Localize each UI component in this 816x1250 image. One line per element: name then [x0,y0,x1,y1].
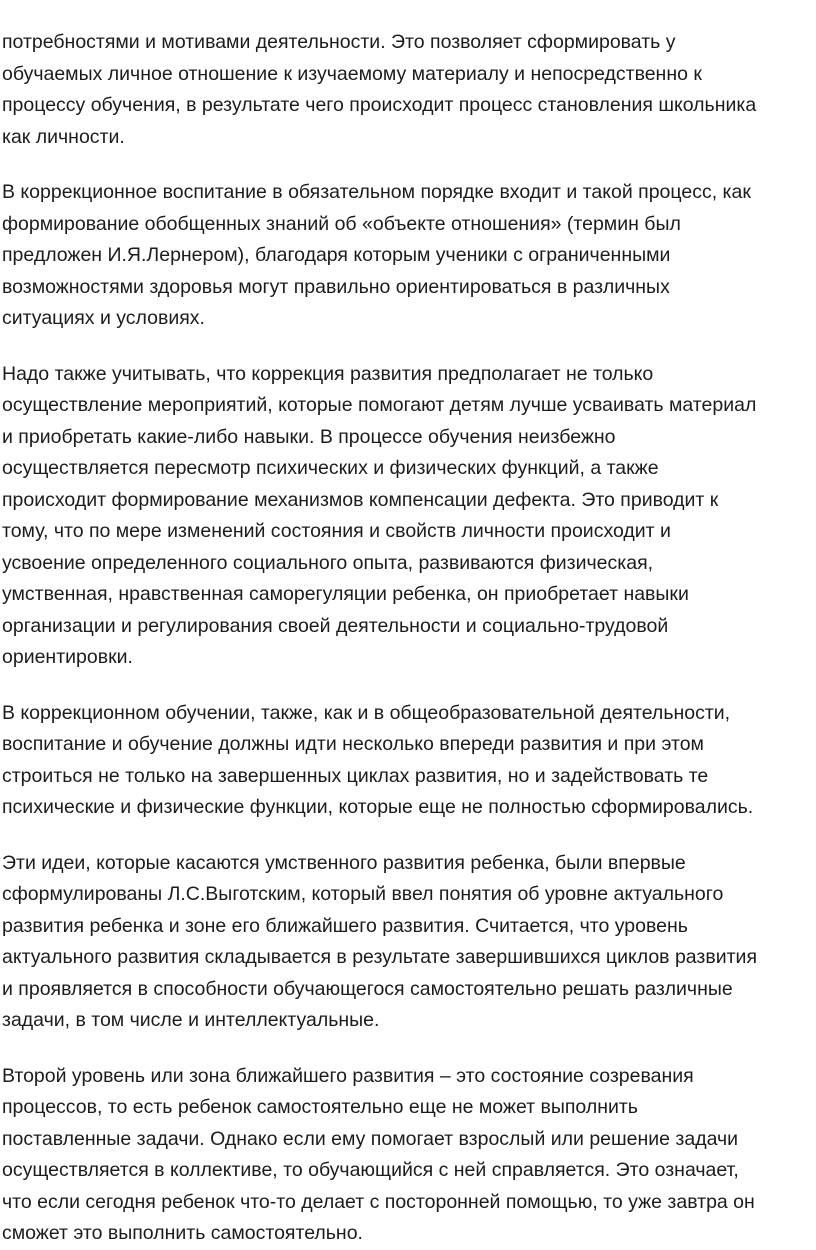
text-line: происходит формирование механизмов компенсации дефекта. Это приводит к [2,488,719,511]
text-line: поставленные задачи. Однако если ему помогает взрослый или решение задачи [2,1127,739,1150]
paragraph-5 [2,848,816,1037]
text-line: развития ребенка и зоне его ближайшего развития. Считается, что уровень [2,914,688,937]
text-line: усвоение определенного социального опыта, развиваются физическая, [2,551,654,574]
text-line: формирование обобщенных знаний об «объекте отношения» (термин был [2,212,681,235]
text-line: и проявляется в способности обучающегося самостоятельно решать различные [2,977,733,1000]
text-line: предложен И.Я.Лернером), благодаря которым ученики с ограниченными [2,244,671,266]
text-line: ситуациях и условиях. [2,307,205,329]
text-line: возможностями здоровья могут правильно ориентироваться в различных [2,275,670,298]
text-line: Второй уровень или зона ближайшего развития – это состояние созревания [2,1064,694,1087]
text-line: осуществление мероприятий, которые помогают детям лучше усваивать материал [2,394,757,416]
text-line: организации и регулирования своей деятельности и социально-трудовой [2,614,669,637]
text-line: Эти идеи, которые касаются умственного развития ребенка, были впервые [2,851,686,874]
text-line: сформулированы Л.С.Выготским, который ввел понятия об уровне актуального [2,883,724,905]
text-line: процессов, то есть ребенок самостоятельно еще не может выполнить [2,1096,638,1118]
text-line: В коррекционное воспитание в обязательном порядке входит и такой процесс, как [2,181,751,203]
text-line: осуществляется в коллективе, то обучающийся с ней справляется. Это означает, [2,1159,739,1181]
paragraph-6 [2,1061,816,1250]
text-line: что если сегодня ребенок что-то делает с посторонней помощью, то уже завтра он [2,1190,755,1213]
text-line: актуального развития складывается в результате завершившихся циклов развития [2,946,758,968]
text-line: строиться не только на завершенных циклах развития, но и задействовать те [2,764,709,787]
text-line: осуществляется пересмотр психических и физических функций, а также [2,457,659,479]
text-line: и приобретать какие-либо навыки. В процессе обучения неизбежно [2,425,616,448]
text-line: В коррекционном обучении, также, как и в общеобразовательной деятельности, [2,701,731,724]
text-line: умственная, нравственная саморегуляции ребенка, он приобретает навыки [2,583,689,605]
paragraph-4 [2,698,816,824]
text-line: сможет это выполнить самостоятельно. [2,1222,363,1244]
text-line: задачи, в том числе и интеллектуальные. [2,1009,380,1031]
paragraph-2 [2,177,816,335]
text-line: воспитание и обучение должны идти несколько впереди развития и при этом [2,733,704,755]
text-line: тому, что по мере изменений состояния и свойств личности происходит и [2,520,671,542]
text-line: потребностями и мотивами деятельности. Это позволяет сформировать у [2,31,676,53]
text-line: психические и физические функции, которые еще не полностью сформировались. [2,796,754,818]
text-line: Надо также учитывать, что коррекция развития предполагает не только [2,362,654,385]
text-line: как личности. [2,125,125,148]
paragraph-3 [2,359,816,674]
text-line: процессу обучения, в результате чего происходит процесс становления школьника [2,94,757,116]
text-line: обучаемых личное отношение к изучаемому материалу и непосредственно к [2,62,702,85]
text-line: ориентировки. [2,646,133,668]
paragraph-1 [2,27,816,153]
